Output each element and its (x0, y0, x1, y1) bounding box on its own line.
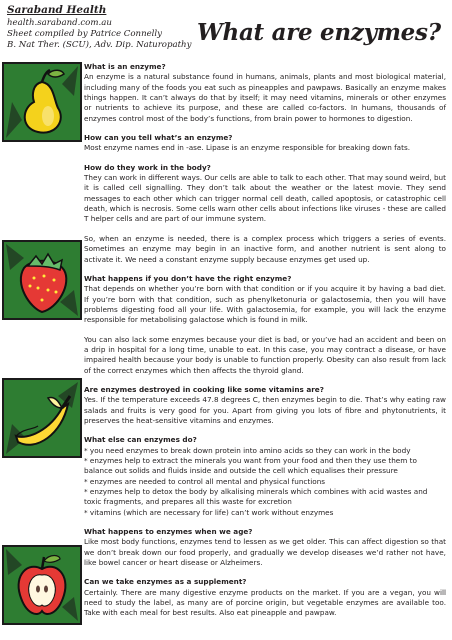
list-item: * enzymes help to detox the body by alkalising minerals which combines with acid wastes and toxic fragments, and prepares all this waste for excretion (84, 487, 428, 507)
section (84, 62, 446, 124)
section (84, 385, 446, 426)
section (84, 527, 446, 568)
section-heading: What happens to enzymes when we age? (84, 527, 253, 537)
section (84, 163, 446, 265)
section (84, 133, 446, 154)
list-item: * enzymes help to extract the minerals you want from your food and then they use them to balance out solids and fluids inside and outside the cell which equalises their pressure (84, 456, 417, 476)
section-heading: Can we take enzymes as a supplement? (84, 577, 247, 587)
section-heading: What else can enzymes do? (84, 435, 197, 445)
strawberry-icon (2, 240, 82, 320)
compiled-by: Sheet compiled by Patrice Connelly (7, 29, 163, 39)
pear-icon (2, 62, 82, 142)
section-paragraph: Yes. If the temperature exceeds 47.8 degrees C, then enzymes begin to die. That’s why eating raw salads and fruits is very good for you. Apart from giving you lots of fibre and phytonutrients, it preserves the heat-sensitive vitamins and enzymes. (84, 395, 446, 425)
section-paragraph: Certainly. There are many digestive enzyme products on the market. If you are a vegan, you will need to study the label, as many are of porcine origin, but vegetable enzymes are available too. Take with each meal for best results. Also eat pineapple and pawpaw. (84, 587, 446, 618)
list-item: * vitamins (which are necessary for life) can’t work without enzymes (84, 507, 334, 517)
header (7, 4, 447, 54)
section (84, 577, 446, 618)
section-heading: How can you tell what’s an enzyme? (84, 133, 233, 143)
page-title: What are enzymes? (197, 19, 441, 46)
banana-icon (2, 378, 82, 458)
section-paragraph: An enzyme is a natural substance found in humans, animals, plants and most biological material, including many of the foods you eat such as pineapples and pawpaws. Basically an enzyme makes things happen. It can’t always do that by itself; it may need vitamins, minerals or other enzymes or nutrients to achieve its purpose, and these are called co-factors. In humans, thousands of enzymes control most of the body’s functions, from brain power to hormones to digestion. (84, 72, 446, 123)
apple-icon (2, 545, 82, 625)
section-paragraph: So, when an enzyme is needed, there is a complex process which triggers a series of events. Sometimes an enzyme may begin in an inactive form, and another nutrient is sent along to activate it. We need a constant enzyme supply because enzymes get used up. (84, 233, 446, 264)
list-item: * enzymes are needed to control all mental and physical functions (84, 476, 326, 486)
section-heading: How do they work in the body? (84, 162, 211, 172)
list-item: * you need enzymes to break down protein into amino acids so they can work in the body (84, 445, 411, 455)
article-body (84, 62, 446, 628)
section-heading: What happens if you don’t have the right enzyme? (84, 273, 292, 283)
section (84, 435, 446, 518)
brand-url: health.saraband.com.au (7, 18, 112, 28)
section-paragraph: That depends on whether you’re born with that condition or if you acquire it by having a bad diet. If you’re born with that condition, such as phenylketonuria or galactosemia, then you will have problems digesting food all your life. With galactosemia, for example, you will lack the enzyme responsible for metabolising galactose which is found in milk. (84, 284, 446, 325)
section-paragraph: You can also lack some enzymes because your diet is bad, or you’ve had an accident and been on a drip in hospital for a long time, unable to eat. In this case, you may contract a disease, or have impaired health because your body is unable to function properly. Obesity can also result from lack of the correct enzymes which then affects the thyroid gland. (84, 334, 446, 375)
section-heading: Are enzymes destroyed in cooking like some vitamins are? (84, 384, 324, 394)
section-paragraph: They can work in different ways. Our cells are able to talk to each other. That may sound weird, but it is called cell signalling. They don’t talk about the weather or the latest movie. They send messages to each other which can trigger normal cell death, called apoptosis, or catastrophic cell death, which is necrosis. Some cells warn other cells about infections like viruses - these are called T helper cells and are part of our immune system. (84, 173, 446, 224)
bullet-list (84, 446, 446, 518)
section-paragraph: Like most body functions, enzymes tend to lessen as we get older. This can affect digestion so that we don’t break down our food properly, and gradually we develop diseases we’d rather not have, like bowel cancer or heart disease or Alzheimers. (84, 537, 446, 568)
section (84, 274, 446, 376)
section-heading: What is an enzyme? (84, 62, 166, 71)
qualifications: B. Nat Ther. (SCU), Adv. Dip. Naturopathy (7, 40, 192, 50)
brand-title: Saraband Health (7, 4, 107, 16)
section-paragraph: Most enzyme names end in -ase. Lipase is an enzyme responsible for breaking down fats. (84, 143, 411, 153)
